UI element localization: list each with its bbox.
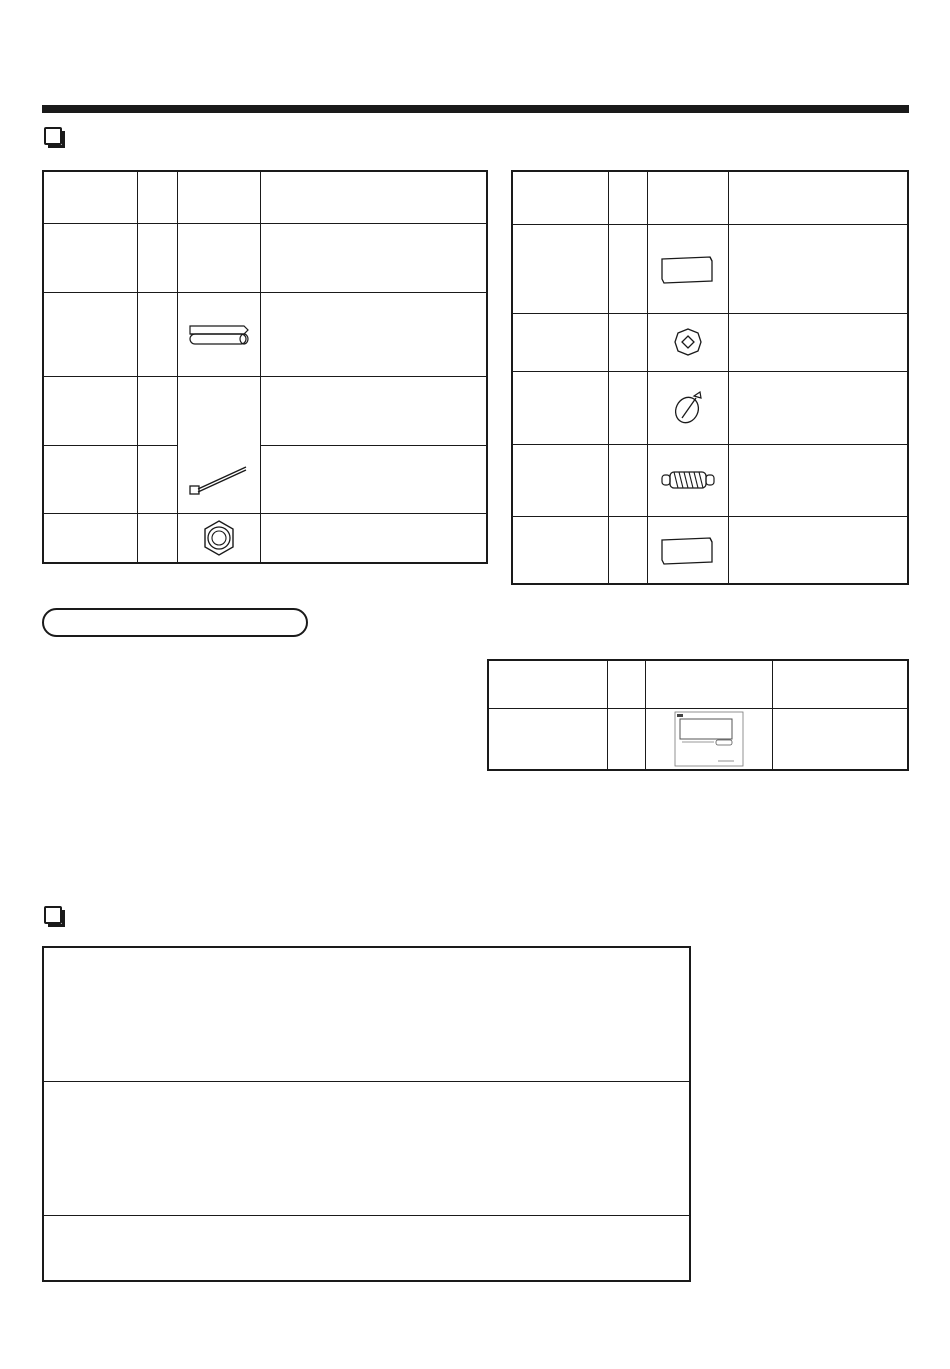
table-row bbox=[512, 313, 908, 371]
pad-icon bbox=[647, 516, 728, 584]
table-row bbox=[512, 371, 908, 444]
pipe-clamp-icon bbox=[647, 371, 728, 444]
header-cell bbox=[177, 171, 260, 223]
header-cell bbox=[137, 171, 177, 223]
notes-row bbox=[44, 1216, 689, 1280]
notes-row bbox=[44, 948, 689, 1082]
hex-nut-icon bbox=[177, 513, 260, 563]
notes-row bbox=[44, 1082, 689, 1216]
table-row bbox=[43, 445, 487, 513]
table-row bbox=[512, 444, 908, 516]
section-checkbox-icon bbox=[44, 127, 62, 145]
table-row bbox=[512, 516, 908, 584]
subsection-label-pill bbox=[42, 608, 308, 637]
table-row bbox=[43, 513, 487, 563]
accessory-table-left bbox=[42, 170, 488, 564]
table-row bbox=[488, 708, 908, 770]
section-checkbox-icon bbox=[44, 906, 62, 924]
table-row bbox=[43, 292, 487, 376]
bushing-icon bbox=[647, 313, 728, 371]
table-row bbox=[512, 224, 908, 313]
threaded-coupling-icon bbox=[647, 444, 728, 516]
section-rule bbox=[42, 105, 909, 113]
accessory-table-right bbox=[511, 170, 909, 585]
header-cell bbox=[260, 171, 487, 223]
header-cell bbox=[43, 171, 137, 223]
table-header-row bbox=[43, 171, 487, 223]
pad-icon bbox=[647, 224, 728, 313]
notes-box bbox=[42, 946, 691, 1282]
remote-controller-icon bbox=[645, 708, 772, 770]
table-header-row bbox=[512, 171, 908, 224]
option-table bbox=[487, 659, 909, 771]
pipe-insulation-icon bbox=[177, 292, 260, 376]
table-row bbox=[43, 376, 487, 445]
table-row bbox=[43, 223, 487, 292]
cable-tie-icon bbox=[177, 445, 260, 513]
table-header-row bbox=[488, 660, 908, 708]
